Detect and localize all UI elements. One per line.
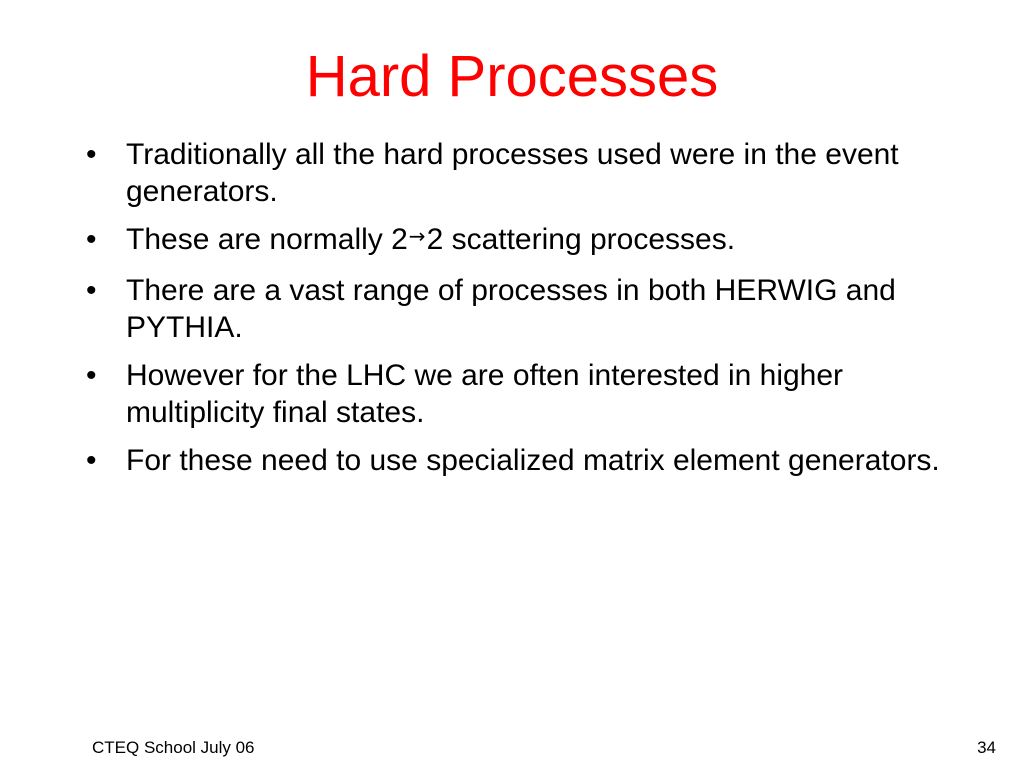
bullet-text-pre: These are normally 2	[126, 223, 408, 256]
bullet-item	[86, 357, 966, 431]
bullet-text	[126, 223, 735, 256]
bullet-text-post: 2 scattering processes.	[426, 223, 736, 256]
slide-title: Hard Processes	[305, 44, 719, 109]
bullet-text: For these need to use specialized matrix element generators.	[126, 444, 940, 477]
bullet-marker: •	[86, 274, 97, 307]
bullet-item	[86, 221, 966, 261]
bullet-text: However for the LHC we are often interested in higher multiplicity final states.	[126, 359, 844, 429]
bullet-marker: •	[86, 444, 97, 477]
right-arrow-icon: →	[408, 224, 426, 248]
page-number: 34	[977, 738, 996, 757]
bullet-text: There are a vast range of processes in both HERWIG and PYTHIA.	[126, 274, 896, 344]
bullet-text: Traditionally all the hard processes used were in the event generators.	[126, 138, 899, 208]
footer-text: CTEQ School July 06	[92, 738, 255, 757]
bullet-item	[86, 442, 966, 479]
bullet-list	[86, 136, 966, 490]
bullet-item	[86, 272, 966, 346]
bullet-item	[86, 136, 966, 210]
bullet-marker: •	[86, 359, 97, 392]
bullet-marker: •	[86, 138, 97, 171]
bullet-marker: •	[86, 223, 97, 256]
